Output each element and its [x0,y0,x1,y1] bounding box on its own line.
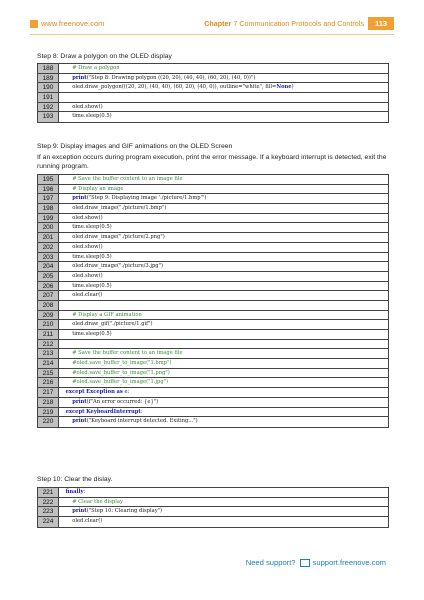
line-number: 201 [38,233,59,242]
code-text: oled.show() [59,214,103,221]
code-line [38,185,388,195]
line-number: 223 [38,507,59,516]
line-number: 214 [38,359,59,368]
code-text: # Display an image [59,185,124,192]
code-text: finally: [65,489,86,495]
support-link[interactable]: support.freenove.com [312,558,386,567]
line-number: 207 [38,291,59,300]
line-number: 212 [38,340,59,349]
code-line [38,243,388,253]
line-number: 218 [38,398,59,407]
mail-icon [300,559,310,567]
code-text: except Exception as e: [65,389,130,396]
step9-code-block [37,174,389,428]
code-line [38,262,388,272]
code-text: # Clear the display [59,498,123,505]
line-number: 211 [38,330,59,339]
code-text [59,340,388,349]
line-number: 217 [38,388,59,397]
code-line [38,330,388,340]
logo-square-icon [30,20,38,28]
step10-code-block [37,487,389,528]
line-number: 215 [38,369,59,378]
chapter-heading [204,19,364,28]
code-line [38,204,388,214]
code-line [38,398,388,408]
line-number: 189 [38,74,59,83]
code-line [38,488,388,498]
line-number: 192 [38,103,59,112]
line-number: 190 [38,83,59,92]
step9-description: If an exception occurs during program execution, print the error message. If a keyboard interrupt is detected, exit the running program. [37,154,387,170]
code-text: print(f"An error occurred: {e}") [72,398,159,405]
line-number: 188 [38,64,59,73]
page-number: 113 [368,17,394,30]
line-number: 195 [38,175,59,184]
code-line [38,498,388,508]
code-line [38,378,388,388]
code-line [38,388,388,398]
line-number: 204 [38,262,59,271]
code-line [38,103,388,113]
code-line [38,175,388,185]
code-text: print("Step 9: Displaying image './picture/1.bmp'") [72,195,207,202]
step9-title: Step 9: Display images and GIF animations on the OLED Screen [37,143,233,150]
code-line [38,93,388,103]
code-line [38,359,388,369]
code-text: print("Step 8: Drawing polygon ((20, 20), (40, 40), (60, 20), (40, 0))") [72,74,256,81]
line-number: 191 [38,93,59,102]
code-text: # Save the buffer content to an image file [59,350,183,357]
line-number: 202 [38,243,59,252]
line-number: 216 [38,378,59,387]
line-number: 213 [38,349,59,358]
chapter-label: Chapter [204,19,232,28]
page-footer [246,558,386,567]
page-header [30,18,394,32]
code-text: oled.clear() [59,292,103,299]
site-logo[interactable] [30,19,104,28]
site-url[interactable]: www.freenove.com [41,19,105,28]
chapter-title: 7 Communication Protocols and Controls [233,19,364,28]
code-line [38,507,388,517]
code-line [38,112,388,122]
code-line [38,417,388,427]
line-number: 200 [38,223,59,232]
code-text: # Save the buffer content to an image file [59,176,183,182]
line-number: 221 [38,488,59,497]
code-line [38,291,388,301]
code-line [38,349,388,359]
code-line [38,233,388,243]
code-line [38,214,388,224]
code-text: print("Keyboard interrupt detected. Exiting...") [72,418,198,425]
line-number: 219 [38,408,59,417]
code-line [38,301,388,311]
support-label: Need support? [245,558,296,567]
code-text: print("Step 10: Clearing display") [72,508,163,515]
code-text: oled.draw_gif("./picture/1.gif") [59,321,153,328]
code-text: #oled.save_buffer_to_image("1.png") [59,369,170,376]
line-number: 220 [38,417,59,427]
step8-title: Step 8: Draw a polygon on the OLED display [37,53,172,60]
line-number: 199 [38,214,59,223]
line-number: 203 [38,253,59,262]
code-text: #oled.save_buffer_to_image("1.jpg") [59,379,169,386]
code-text: #oled.save_buffer_to_image("1.bmp") [59,360,172,367]
code-line [38,369,388,379]
line-number: 198 [38,204,59,213]
step8-code-block [37,63,389,123]
code-line [38,272,388,282]
code-text [59,93,388,102]
code-text: oled.draw_image("./picture/2.png") [59,234,165,241]
line-number: 209 [38,311,59,320]
line-number: 196 [38,185,59,194]
code-line [38,282,388,292]
code-text: time.sleep(0.5) [59,331,112,337]
code-text: # Display a GIF animation [59,311,142,318]
code-text: oled.show() [59,243,103,250]
line-number: 224 [38,517,59,527]
line-number: 210 [38,320,59,329]
line-number: 208 [38,301,59,310]
code-line [38,311,388,321]
code-text: # Draw a polygon [59,65,120,71]
code-line [38,517,388,527]
header-divider [30,34,394,35]
line-number: 222 [38,498,59,507]
code-text: oled.draw_image("./picture/1.bmp") [59,205,167,212]
code-line [38,223,388,233]
code-line [38,64,388,74]
code-text: oled.draw_image("./picture/3.jpg") [59,263,164,270]
line-number: 193 [38,112,59,122]
code-line [38,340,388,350]
code-text [59,301,388,310]
code-text: oled.show() [59,272,103,279]
code-line [38,320,388,330]
code-text: time.sleep(0.5) [59,224,112,231]
code-text: oled.clear() [59,518,103,525]
code-line [38,253,388,263]
code-line [38,408,388,418]
code-line [38,83,388,93]
line-number: 205 [38,272,59,281]
code-text: time.sleep(0.5) [59,113,112,120]
code-line [38,74,388,84]
code-text: except KeyboardInterrupt: [65,408,143,415]
code-line [38,194,388,204]
code-text: oled.show() [59,103,103,110]
code-text: time.sleep(0.5) [59,253,112,260]
line-number: 197 [38,194,59,203]
code-text: time.sleep(0.5) [59,282,112,289]
step10-title: Step 10: Clear the dislay. [37,476,113,483]
code-text: oled.draw_polygon(((20, 20), (40, 40), (60, 20), (40, 0)), outline="white", fill=None) [59,84,294,91]
line-number: 206 [38,282,59,291]
